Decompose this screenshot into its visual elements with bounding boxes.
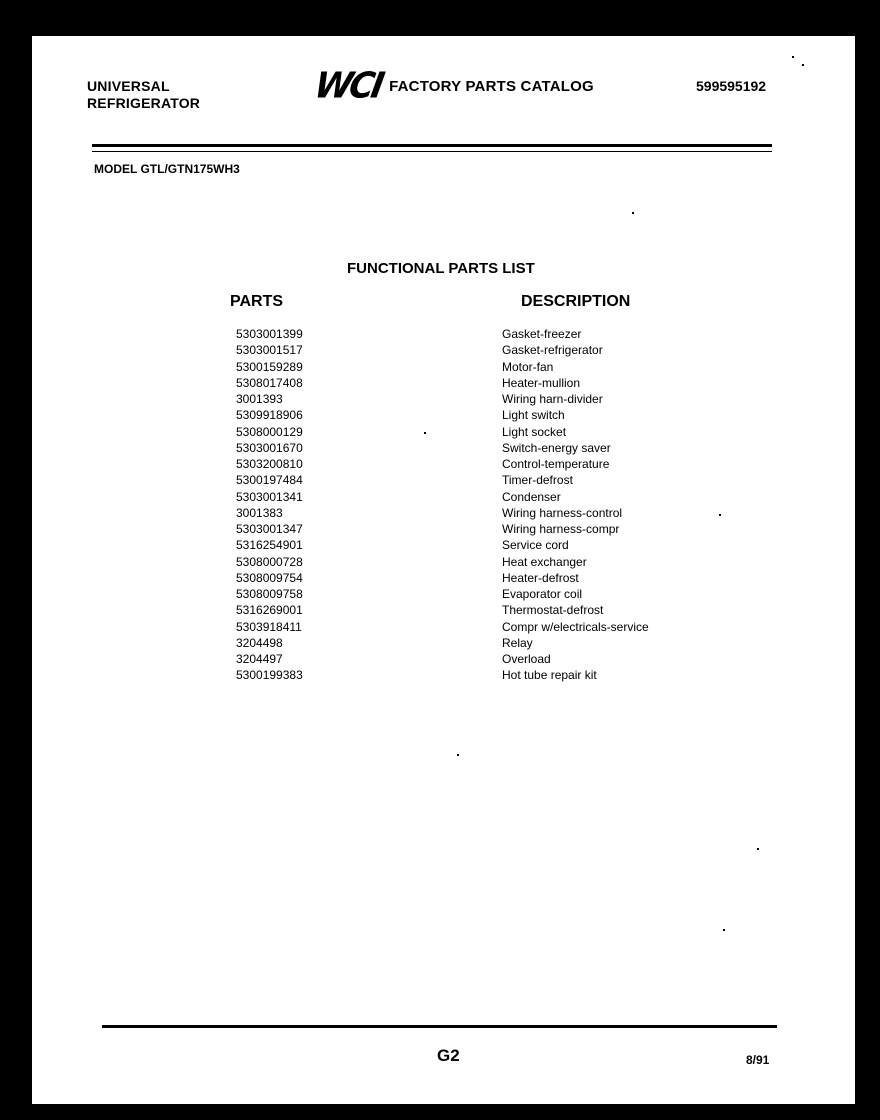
table-row [236,554,696,570]
catalog-title: FACTORY PARTS CATALOG [389,77,594,95]
part-number: 5303001399 [236,327,303,341]
scan-speck [424,432,426,434]
part-number: 5316254901 [236,538,303,553]
part-description: Hot tube repair kit [502,668,597,683]
table-row [236,619,696,635]
part-description: Wiring harness-compr [502,522,620,536]
part-number: 3204498 [236,635,283,650]
table-row [236,326,696,342]
table-row [236,570,696,586]
scan-speck [802,64,804,66]
model-number: MODEL GTL/GTN175WH3 [94,162,240,176]
scan-speck [792,56,794,58]
scan-speck [457,754,459,756]
part-number: 5309918906 [236,408,303,423]
table-row [236,537,696,553]
page-number: G2 [437,1046,460,1065]
part-number: 5303001517 [236,343,303,358]
part-description: Condenser [502,489,561,504]
part-description: Timer-defrost [502,473,573,488]
part-description: Overload [502,652,551,666]
part-description: Wiring harness-control [502,505,623,520]
part-number: 3204497 [236,652,283,666]
table-row [236,407,696,423]
part-description: Control-temperature [502,457,610,471]
part-description: Switch-energy saver [502,440,611,455]
part-description: Evaporator coil [502,587,583,601]
part-description: Motor-fan [502,359,554,374]
part-description: Light switch [502,408,565,423]
catalog-page [32,36,855,1104]
table-row [236,456,696,472]
table-row [236,602,696,618]
manufacturer-line-1: UNIVERSAL [87,78,170,94]
manufacturer-line-2: REFRIGERATOR [87,95,201,111]
footer-rule [102,1025,777,1028]
part-description: Wiring harn-divider [502,392,603,406]
table-row [236,667,696,683]
table-row [236,651,696,667]
part-number: 5303200810 [236,457,303,471]
scan-speck [632,212,634,214]
part-number: 5308000728 [236,554,303,569]
list-title: FUNCTIONAL PARTS LIST [347,260,535,277]
part-number: 5300159289 [236,359,303,374]
part-number: 5300199383 [236,668,303,683]
table-row [236,342,696,358]
part-number: 5300197484 [236,473,303,488]
table-row [236,505,696,521]
part-description: Compr w/electricals-service [502,619,649,634]
scan-speck [757,848,759,850]
part-number: 5316269001 [236,603,303,618]
scan-speck [719,514,721,516]
part-number: 5308009758 [236,587,303,601]
table-row [236,521,696,537]
table-row [236,489,696,505]
part-description: Heater-mullion [502,375,581,390]
part-number: 5303001341 [236,489,303,504]
table-row [236,375,696,391]
part-number: 5303001670 [236,440,303,455]
part-description: Relay [502,635,533,650]
part-description: Heat exchanger [502,554,587,569]
catalog-header [311,65,594,107]
part-description: Light socket [502,424,567,439]
header-rule-thin [92,151,772,152]
part-number: 5303918411 [236,619,302,634]
part-number: 5308000129 [236,424,303,439]
wci-logo: WCI [311,65,385,107]
part-number: 3001383 [236,505,283,520]
table-row [236,586,696,602]
part-description: Thermostat-defrost [502,603,604,618]
table-row [236,391,696,407]
table-row [236,635,696,651]
manufacturer-name [87,78,200,112]
part-number: 5303001347 [236,522,303,536]
table-row [236,424,696,440]
table-row [236,472,696,488]
description-column-header: DESCRIPTION [521,293,631,310]
part-description: Service cord [502,538,569,553]
scan-speck [723,929,725,931]
parts-column-header: PARTS [230,293,284,310]
table-row [236,440,696,456]
part-number: 5308009754 [236,570,303,585]
part-number: 5308017408 [236,375,303,390]
header-rule [92,144,772,147]
revision-date: 8/91 [746,1053,770,1067]
part-description: Gasket-refrigerator [502,343,603,358]
part-number: 3001393 [236,392,283,406]
part-description: Gasket-freezer [502,327,582,341]
catalog-number: 599595192 [696,78,767,94]
table-row [236,359,696,375]
parts-list [236,326,696,684]
part-description: Heater-defrost [502,570,579,585]
